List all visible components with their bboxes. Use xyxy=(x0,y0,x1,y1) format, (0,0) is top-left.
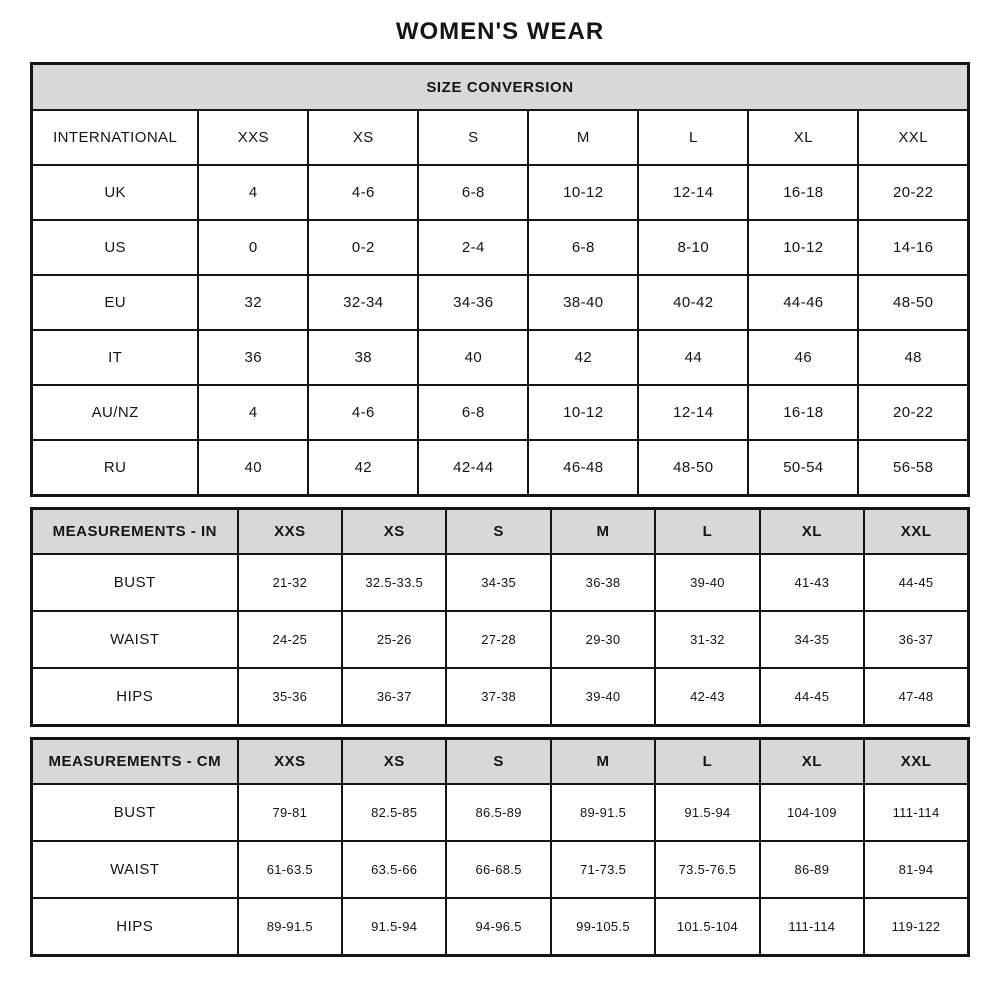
size-value: 20-22 xyxy=(858,165,968,220)
size-value: 32 xyxy=(198,275,308,330)
measurement-value: 111-114 xyxy=(864,784,968,841)
row-label-international: INTERNATIONAL xyxy=(32,110,199,165)
size-conversion-title: SIZE CONVERSION xyxy=(32,64,969,111)
size-col-header: XXS xyxy=(198,110,308,165)
size-conversion-table xyxy=(30,62,970,497)
size-col-header: XXL xyxy=(864,509,968,555)
table-row-waist-cm xyxy=(32,841,969,898)
page-title: WOMEN'S WEAR xyxy=(395,18,605,45)
measurement-value: 44-45 xyxy=(864,554,968,611)
size-value: 42 xyxy=(308,440,418,496)
size-value: 6-8 xyxy=(418,385,528,440)
measurement-value: 63.5-66 xyxy=(342,841,446,898)
measurement-value: 34-35 xyxy=(760,611,864,668)
size-value: 10-12 xyxy=(748,220,858,275)
size-value: 48-50 xyxy=(858,275,968,330)
row-label-ru: RU xyxy=(32,440,199,496)
size-value: 40-42 xyxy=(638,275,748,330)
size-value: 12-14 xyxy=(638,165,748,220)
measurement-value: 39-40 xyxy=(655,554,759,611)
measurement-value: 91.5-94 xyxy=(655,784,759,841)
size-value: 44-46 xyxy=(748,275,858,330)
size-value: 42 xyxy=(528,330,638,385)
size-value: 34-36 xyxy=(418,275,528,330)
row-label-waist: WAIST xyxy=(32,611,238,668)
row-label-hips: HIPS xyxy=(32,668,238,726)
size-col-header: M xyxy=(528,110,638,165)
table-row-hips-cm xyxy=(32,898,969,956)
measurement-value: 42-43 xyxy=(655,668,759,726)
measurement-value: 21-32 xyxy=(238,554,342,611)
size-col-header: S xyxy=(418,110,528,165)
table-row-hips-in xyxy=(32,668,969,726)
size-col-header: S xyxy=(446,509,550,555)
measurements-cm-title: MEASUREMENTS - CM xyxy=(32,739,238,785)
size-col-header: M xyxy=(551,739,655,785)
measurement-value: 89-91.5 xyxy=(551,784,655,841)
table-row-eu xyxy=(32,275,969,330)
table-row-waist-in xyxy=(32,611,969,668)
measurement-value: 119-122 xyxy=(864,898,968,956)
measurement-value: 99-105.5 xyxy=(551,898,655,956)
measurement-value: 25-26 xyxy=(342,611,446,668)
measurement-value: 36-37 xyxy=(342,668,446,726)
measurement-value: 32.5-33.5 xyxy=(342,554,446,611)
row-label-aunz: AU/NZ xyxy=(32,385,199,440)
size-value: 2-4 xyxy=(418,220,528,275)
size-value: 20-22 xyxy=(858,385,968,440)
size-col-header: XS xyxy=(342,509,446,555)
table-row-aunz xyxy=(32,385,969,440)
size-col-header: S xyxy=(446,739,550,785)
size-value: 10-12 xyxy=(528,385,638,440)
size-value: 16-18 xyxy=(748,165,858,220)
row-label-hips: HIPS xyxy=(32,898,238,956)
table-row-it xyxy=(32,330,969,385)
row-label-waist: WAIST xyxy=(32,841,238,898)
measurement-value: 79-81 xyxy=(238,784,342,841)
table-row-us xyxy=(32,220,969,275)
measurement-value: 36-37 xyxy=(864,611,968,668)
size-value: 6-8 xyxy=(418,165,528,220)
size-value: 8-10 xyxy=(638,220,748,275)
size-value: 14-16 xyxy=(858,220,968,275)
size-value: 40 xyxy=(198,440,308,496)
table-row-ru xyxy=(32,440,969,496)
measurement-value: 101.5-104 xyxy=(655,898,759,956)
size-value: 6-8 xyxy=(528,220,638,275)
size-value: 36 xyxy=(198,330,308,385)
size-col-header: XS xyxy=(308,110,418,165)
size-col-header: XL xyxy=(760,739,864,785)
measurement-value: 34-35 xyxy=(446,554,550,611)
measurement-value: 66-68.5 xyxy=(446,841,550,898)
row-label-bust: BUST xyxy=(32,554,238,611)
size-value: 4 xyxy=(198,165,308,220)
measurement-value: 47-48 xyxy=(864,668,968,726)
measurement-value: 41-43 xyxy=(760,554,864,611)
measurements-in-title: MEASUREMENTS - IN xyxy=(32,509,238,555)
measurement-value: 27-28 xyxy=(446,611,550,668)
size-col-header: XXS xyxy=(238,739,342,785)
size-value: 38 xyxy=(308,330,418,385)
size-value: 32-34 xyxy=(308,275,418,330)
table-row-uk xyxy=(32,165,969,220)
measurement-value: 82.5-85 xyxy=(342,784,446,841)
measurement-value: 86.5-89 xyxy=(446,784,550,841)
size-value: 0 xyxy=(198,220,308,275)
measurement-value: 36-38 xyxy=(551,554,655,611)
measurement-value: 73.5-76.5 xyxy=(655,841,759,898)
measurement-value: 29-30 xyxy=(551,611,655,668)
size-conversion-header-row xyxy=(32,64,969,111)
size-col-header: M xyxy=(551,509,655,555)
measurements-cm-header-row xyxy=(32,739,969,785)
size-value: 44 xyxy=(638,330,748,385)
size-value: 12-14 xyxy=(638,385,748,440)
size-value: 50-54 xyxy=(748,440,858,496)
table-row-bust-cm xyxy=(32,784,969,841)
measurement-value: 111-114 xyxy=(760,898,864,956)
size-value: 0-2 xyxy=(308,220,418,275)
row-label-us: US xyxy=(32,220,199,275)
measurements-in-table xyxy=(30,507,970,727)
size-col-header: XXS xyxy=(238,509,342,555)
measurement-value: 91.5-94 xyxy=(342,898,446,956)
measurements-cm-table xyxy=(30,737,970,957)
measurement-value: 104-109 xyxy=(760,784,864,841)
size-value: 4-6 xyxy=(308,385,418,440)
measurement-value: 39-40 xyxy=(551,668,655,726)
size-col-header: XL xyxy=(760,509,864,555)
size-value: 4 xyxy=(198,385,308,440)
measurement-value: 81-94 xyxy=(864,841,968,898)
size-value: 4-6 xyxy=(308,165,418,220)
measurement-value: 44-45 xyxy=(760,668,864,726)
measurement-value: 61-63.5 xyxy=(238,841,342,898)
size-value: 16-18 xyxy=(748,385,858,440)
size-value: 42-44 xyxy=(418,440,528,496)
measurement-value: 31-32 xyxy=(655,611,759,668)
size-col-header: XXL xyxy=(864,739,968,785)
size-value: 48 xyxy=(858,330,968,385)
table-row-bust-in xyxy=(32,554,969,611)
measurement-value: 35-36 xyxy=(238,668,342,726)
size-col-header: XXL xyxy=(858,110,968,165)
size-value: 56-58 xyxy=(858,440,968,496)
size-col-header: L xyxy=(655,739,759,785)
measurement-value: 37-38 xyxy=(446,668,550,726)
size-value: 48-50 xyxy=(638,440,748,496)
measurement-value: 94-96.5 xyxy=(446,898,550,956)
row-label-eu: EU xyxy=(32,275,199,330)
measurement-value: 24-25 xyxy=(238,611,342,668)
measurement-value: 71-73.5 xyxy=(551,841,655,898)
measurements-in-header-row xyxy=(32,509,969,555)
row-label-uk: UK xyxy=(32,165,199,220)
size-value: 46-48 xyxy=(528,440,638,496)
size-value: 40 xyxy=(418,330,528,385)
measurement-value: 86-89 xyxy=(760,841,864,898)
size-value: 10-12 xyxy=(528,165,638,220)
size-col-header: L xyxy=(655,509,759,555)
size-col-header: XL xyxy=(748,110,858,165)
international-header-row xyxy=(32,110,969,165)
measurement-value: 89-91.5 xyxy=(238,898,342,956)
size-value: 38-40 xyxy=(528,275,638,330)
size-col-header: XS xyxy=(342,739,446,785)
size-value: 46 xyxy=(748,330,858,385)
row-label-it: IT xyxy=(32,330,199,385)
row-label-bust: BUST xyxy=(32,784,238,841)
size-col-header: L xyxy=(638,110,748,165)
